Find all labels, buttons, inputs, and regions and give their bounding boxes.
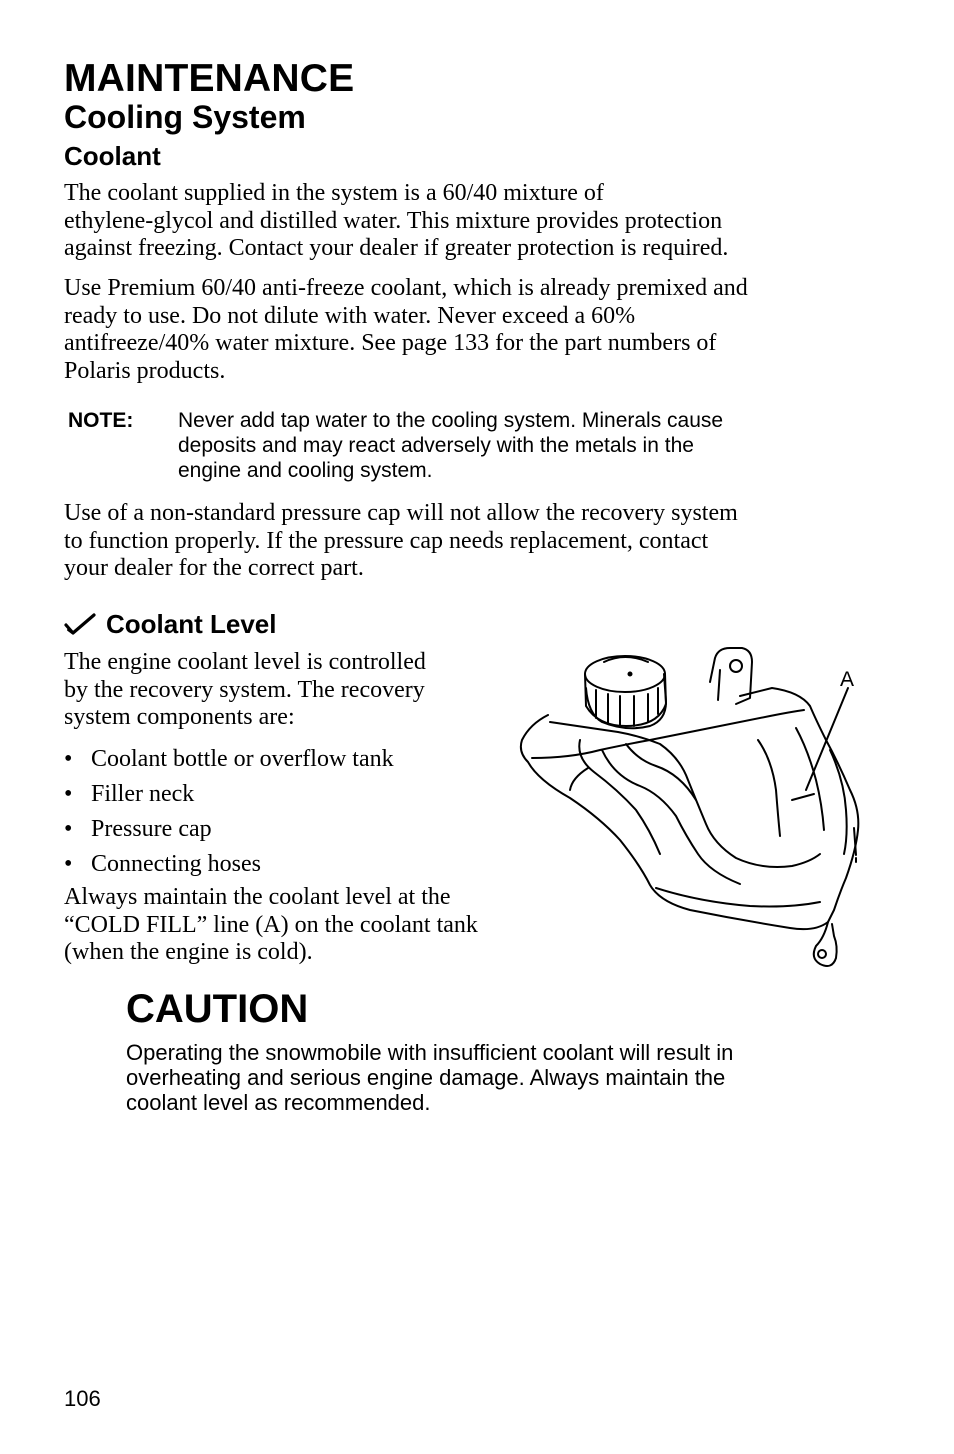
cold-fill-instruction: Always maintain the coolant level at the “COLD FILL” line (A) on the coolant tank (when the engine is cold). [64, 884, 478, 965]
section-title: MAINTENANCE [64, 57, 355, 100]
recovery-system-intro: The engine coolant level is controlled by the recovery system. The recovery system components are: [64, 649, 426, 730]
coolant-mixture-paragraph: The coolant supplied in the system is a 60/40 mixture of ethylene-glycol and distilled water. This mixture provides protection against freezing. Contact your dealer if greater protection is required. [64, 180, 729, 261]
subsection-title: Cooling System [64, 99, 306, 135]
list-item: • Pressure cap [64, 816, 212, 842]
note-text: Never add tap water to the cooling system. Minerals cause deposits and may react adversely with the metals in the engine and cooling system. [178, 409, 724, 482]
components-list [64, 742, 394, 882]
note-label: NOTE: [68, 409, 134, 432]
checkmark-icon [64, 612, 96, 636]
list-item: • Filler neck [64, 781, 195, 807]
pressure-cap-paragraph: Use of a non-standard pressure cap will not allow the recovery system to function properly. If the pressure cap needs replacement, contact your dealer for the correct part. [64, 500, 738, 581]
coolant-level-heading [64, 608, 276, 640]
list-item: • Connecting hoses [64, 851, 261, 877]
coolant-level-title: Coolant Level [106, 609, 277, 639]
caution-text: Operating the snowmobile with insufficient coolant will result in overheating and serious engine damage. Always maintain the coolant level as recommended. [126, 1040, 734, 1115]
topic-title: Coolant [64, 141, 161, 171]
coolant-tank-illustration [510, 640, 880, 970]
page-number: 106 [64, 1386, 101, 1411]
caution-title: CAUTION [126, 987, 309, 1031]
callout-label-a: A [840, 668, 855, 691]
premium-coolant-paragraph: Use Premium 60/40 anti-freeze coolant, which is already premixed and ready to use. Do not dilute with water. Never exceed a 60% antifreeze/40% water mixture. See page 133 for the part numbers of Polaris products. [64, 275, 748, 384]
list-item: • Coolant bottle or overflow tank [64, 746, 394, 772]
